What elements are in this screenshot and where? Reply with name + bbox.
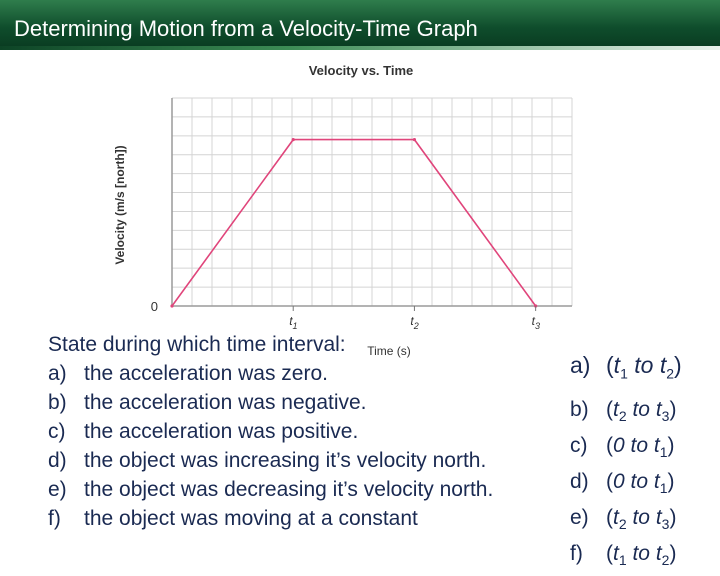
question-item: [48, 475, 558, 504]
answer-part: ): [669, 542, 677, 566]
question-item: [48, 446, 558, 475]
answer-part: to: [626, 506, 656, 530]
question-text: the object was moving at a constant: [84, 507, 418, 530]
answer-subscript: 1: [618, 552, 627, 569]
answer-subscript: 1: [659, 443, 668, 460]
answer-item: [570, 395, 696, 431]
answer-text: [606, 431, 675, 467]
answer-subscript: 2: [666, 365, 675, 382]
data-point-t1: [292, 138, 295, 141]
answer-part: t: [613, 352, 621, 378]
question-letter: d): [48, 449, 67, 472]
answer-part: (: [606, 352, 614, 378]
answer-part: ): [674, 352, 682, 378]
answer-letter: f): [570, 542, 583, 566]
data-point-t2: [413, 138, 416, 141]
data-point-0: [170, 304, 173, 307]
y-tick-label-0: 0: [150, 299, 158, 314]
answer-part: ): [669, 506, 677, 530]
answer-subscript: 2: [618, 516, 627, 533]
answer-subscript: 3: [661, 407, 670, 424]
slide-title-bar: [0, 0, 720, 46]
answer-text: [606, 503, 676, 539]
x-tick-label-t3: $t_3$: [531, 314, 540, 331]
answer-item: [570, 467, 696, 503]
answer-part: to: [624, 469, 654, 493]
answer-text: [606, 467, 675, 503]
question-letter: c): [48, 420, 66, 443]
answer-subscript: 2: [618, 407, 627, 424]
answer-text: [606, 539, 676, 575]
answer-subscript: 1: [659, 480, 668, 497]
answer-letter: e): [570, 506, 589, 530]
answer-part: t: [613, 397, 619, 421]
answer-part: to: [624, 433, 654, 457]
answer-part: to: [626, 397, 656, 421]
answer-text: [606, 350, 696, 389]
answer-subscript: 2: [661, 552, 670, 569]
x-tick-label-t2: $t_2$: [410, 314, 419, 331]
answer-part: t: [655, 542, 662, 566]
answer-part: t: [613, 506, 619, 530]
answer-part: ): [669, 397, 677, 421]
answer-item: [570, 431, 696, 467]
answer-item: [570, 350, 696, 389]
answer-part: (: [606, 397, 613, 421]
chart-title: Velocity vs. Time: [308, 63, 414, 78]
question-text: the object was decreasing it’s velocity north.: [84, 478, 494, 501]
answer-part: (: [606, 506, 613, 530]
answer-part: t: [613, 542, 619, 566]
slide-title: Determining Motion from a Velocity-Time Graph: [14, 16, 478, 41]
question-letter: f): [48, 507, 61, 530]
answer-item: [570, 539, 696, 575]
question-item: [48, 388, 558, 417]
answer-list: [570, 350, 696, 576]
y-axis-label: Velocity (m/s [north]): [113, 145, 127, 265]
x-axis-label: Time (s): [367, 344, 411, 358]
question-letter: a): [48, 362, 67, 385]
answer-part: t: [659, 352, 667, 378]
answer-part: t: [655, 506, 662, 530]
question-header: State during which time interval:: [48, 333, 346, 356]
answer-part: t: [653, 433, 660, 457]
velocity-series-line: [172, 140, 536, 306]
answer-subscript: 3: [661, 516, 670, 533]
answer-part: to: [627, 352, 660, 378]
answer-subscript: 1: [620, 365, 628, 382]
answer-letter: a): [570, 352, 591, 378]
answer-part: (: [606, 433, 613, 457]
question-text: the object was increasing it’s velocity north.: [84, 449, 487, 472]
answer-part: (: [606, 469, 613, 493]
answer-part: t: [655, 397, 662, 421]
answer-part: ): [667, 433, 675, 457]
question-item: [48, 417, 558, 446]
answer-item: [570, 503, 696, 539]
x-tick-label-t1: $t_1$: [289, 314, 298, 331]
question-letter: b): [48, 391, 67, 414]
question-text: the acceleration was positive.: [84, 420, 359, 443]
answer-letter: c): [570, 433, 588, 457]
question-item: [48, 504, 558, 533]
question-item: [48, 359, 558, 388]
answer-letter: b): [570, 397, 589, 421]
answer-part: (: [606, 542, 613, 566]
question-text: the acceleration was negative.: [84, 391, 367, 414]
answer-part: t: [653, 469, 660, 493]
question-list: [48, 330, 558, 533]
answer-part: ): [667, 469, 675, 493]
answer-part: 0: [613, 469, 625, 493]
question-text: the acceleration was zero.: [84, 362, 328, 385]
answer-letter: d): [570, 469, 589, 493]
answer-part: to: [626, 542, 656, 566]
question-letter: e): [48, 478, 67, 501]
answer-part: 0: [613, 433, 625, 457]
answer-text: [606, 395, 676, 431]
velocity-time-chart: [0, 50, 720, 370]
